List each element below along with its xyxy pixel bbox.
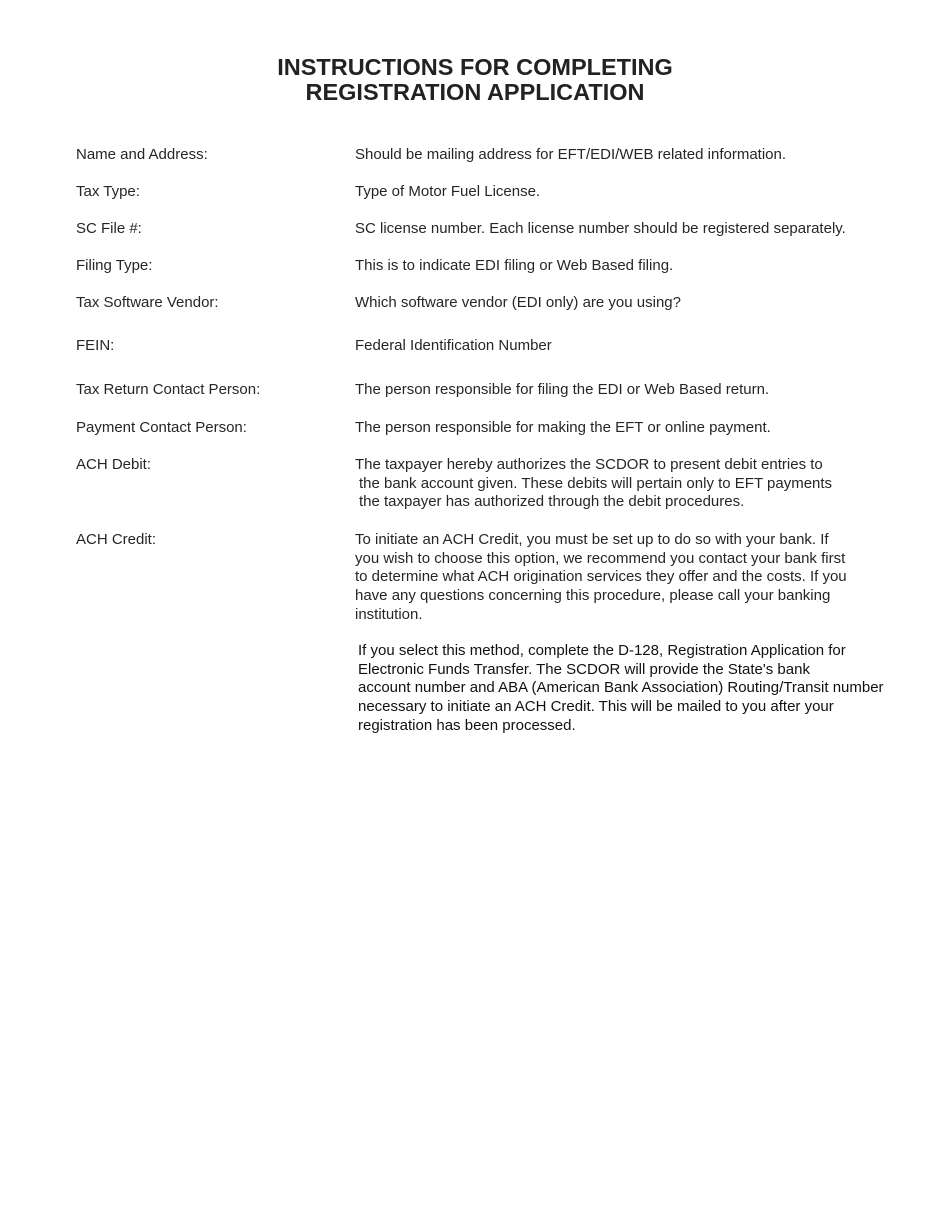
field-desc-fein: Federal Identification Number — [355, 337, 552, 354]
field-label-tax-type: Tax Type: — [76, 183, 140, 200]
field-desc-tax-return-contact: The person responsible for filing the EDI or Web Based return. — [355, 381, 770, 398]
field-label-fein: FEIN: — [76, 337, 115, 354]
field-desc-tax-software-vendor: Which software vendor (EDI only) are you using? — [355, 294, 681, 311]
ach-credit-note: If you select this method, complete the D-128, Registration Application for Electronic Funds Transfer. The SCDOR will provide the State's bank account number and ABA (American Bank Association) Routing/Transit number necessary to initiate an ACH Credit. This will be mailed to you after your registration has been processed. — [358, 642, 884, 734]
title-line-1: INSTRUCTIONS FOR COMPLETING — [277, 54, 673, 80]
field-label-payment-contact: Payment Contact Person: — [76, 419, 247, 436]
field-label-name-address: Name and Address: — [76, 146, 208, 163]
field-label-ach-debit: ACH Debit: — [76, 456, 152, 473]
field-desc-payment-contact: The person responsible for making the EFT or online payment. — [355, 419, 771, 436]
field-desc-tax-type: Type of Motor Fuel License. — [355, 183, 541, 200]
title-line-2: REGISTRATION APPLICATION — [305, 79, 645, 105]
field-desc-filing-type: This is to indicate EDI filing or Web Based filing. — [355, 257, 674, 274]
field-label-sc-file: SC File #: — [76, 220, 142, 237]
field-desc-ach-debit: The taxpayer hereby authorizes the SCDOR to present debit entries to the bank account given. These debits will pertain only to EFT payments the taxpayer has authorized through the debit procedures. — [355, 456, 833, 511]
field-label-filing-type: Filing Type: — [76, 257, 153, 274]
page-title — [0, 55, 950, 105]
field-desc-sc-file: SC license number. Each license number should be registered separately. — [355, 220, 846, 237]
field-label-ach-credit: ACH Credit: — [76, 531, 157, 548]
field-desc-name-address: Should be mailing address for EFT/EDI/WEB related information. — [355, 146, 787, 163]
field-label-tax-software-vendor: Tax Software Vendor: — [76, 294, 219, 311]
field-label-tax-return-contact: Tax Return Contact Person: — [76, 381, 261, 398]
field-desc-ach-credit: To initiate an ACH Credit, you must be set up to do so with your bank. If you wish to choose this option, we recommend you contact your bank first to determine what ACH origination services they offer and the costs. If you have any questions concerning this procedure, please call your banking institution. — [355, 531, 847, 623]
